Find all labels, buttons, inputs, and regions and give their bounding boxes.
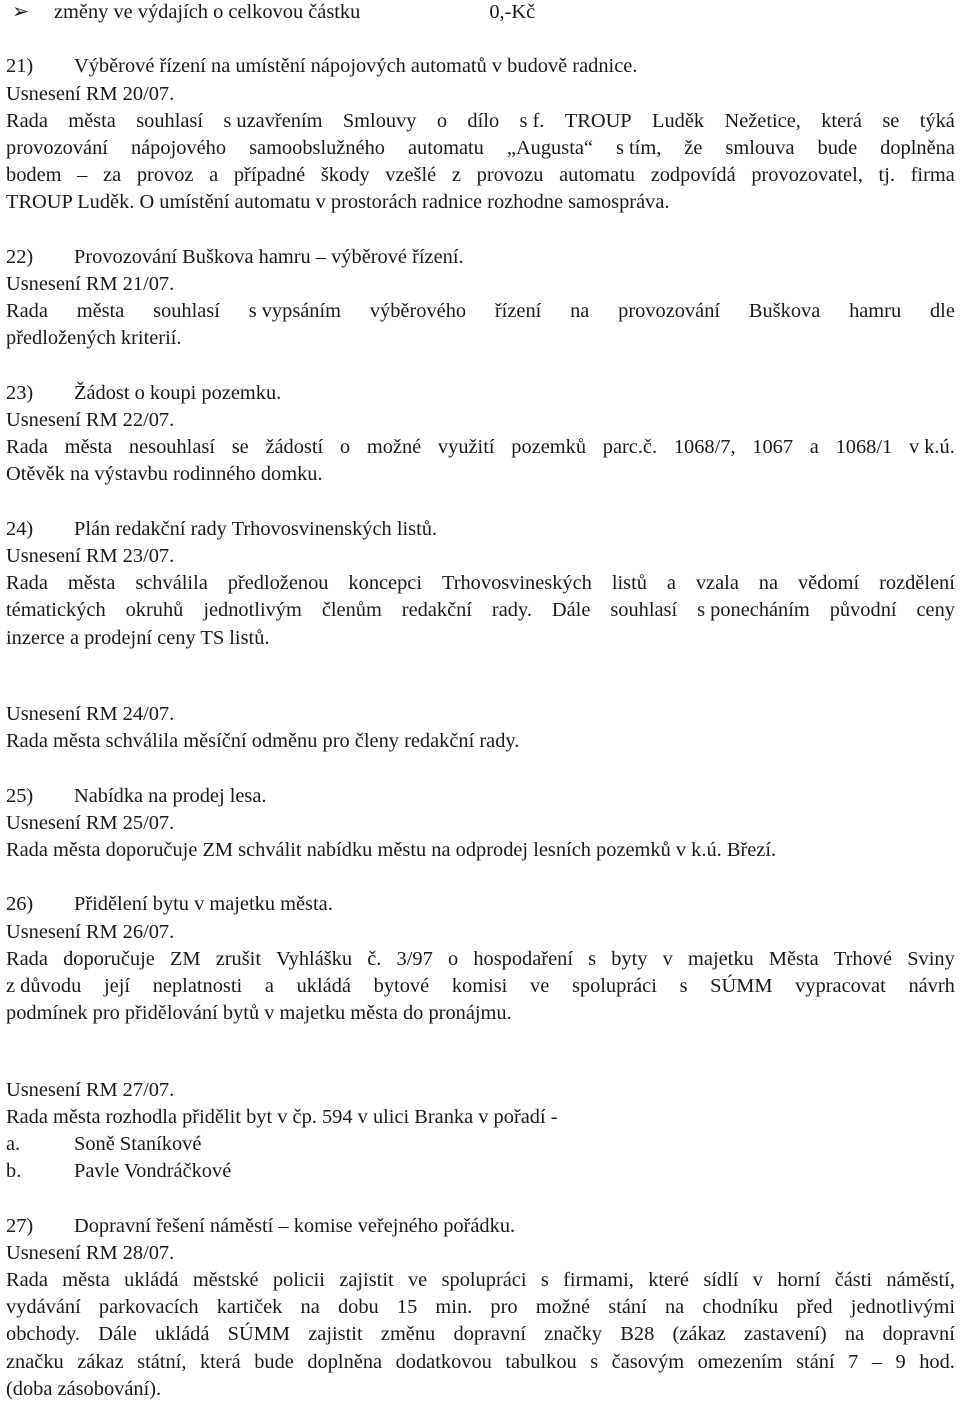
word: změnu bbox=[380, 1323, 436, 1346]
section-heading bbox=[6, 1213, 955, 1240]
word: která bbox=[199, 1350, 241, 1373]
word: v bbox=[752, 1269, 763, 1291]
resolution-list bbox=[6, 26, 955, 1403]
section-heading bbox=[6, 516, 955, 543]
resolution-number: Usnesení RM 23/07. bbox=[6, 545, 175, 567]
word: vzala bbox=[695, 572, 739, 595]
section-heading bbox=[6, 891, 955, 918]
word: provozování bbox=[618, 300, 721, 323]
word: dle bbox=[929, 300, 955, 323]
word: v k.ú. bbox=[908, 436, 955, 459]
word: doporučuje bbox=[63, 947, 155, 970]
word: hospodaření bbox=[473, 947, 573, 970]
text-line: Rada města doporučuje ZM schválit nabídku městu na odprodej lesních pozemků v k.ú. Březí. bbox=[6, 839, 777, 861]
word: ukládá bbox=[124, 1269, 179, 1291]
word: dodatkovou bbox=[395, 1350, 492, 1373]
word: výběrového bbox=[369, 300, 467, 323]
word: rady. bbox=[491, 599, 532, 622]
justified-line bbox=[6, 135, 955, 162]
word: původní bbox=[829, 599, 897, 622]
resolution-section bbox=[6, 489, 955, 652]
word: před bbox=[796, 1296, 833, 1319]
text-line: Otěvěk na výstavbu rodinného domku. bbox=[6, 463, 323, 486]
word: vědomí bbox=[797, 572, 860, 595]
word: souhlasí bbox=[153, 300, 220, 323]
word: členům bbox=[321, 599, 382, 622]
section-heading bbox=[6, 783, 955, 810]
word: s vypsáním bbox=[248, 300, 342, 323]
word: Nežetice, bbox=[724, 109, 801, 132]
word: značku bbox=[6, 1350, 64, 1373]
word: ceny bbox=[916, 599, 955, 622]
word: časovým bbox=[611, 1350, 685, 1373]
word: a bbox=[264, 975, 274, 997]
word: její bbox=[104, 975, 131, 997]
word: komisi bbox=[451, 975, 508, 997]
word: bude bbox=[254, 1350, 294, 1373]
word: SÚMM bbox=[710, 975, 773, 997]
word: škody bbox=[320, 164, 370, 187]
word: Rada bbox=[6, 300, 48, 323]
word: na bbox=[758, 572, 779, 595]
word: s f. bbox=[519, 109, 545, 132]
word: souhlasí bbox=[610, 599, 678, 622]
resolution-number: Usnesení RM 24/07. bbox=[6, 703, 175, 725]
justified-line bbox=[6, 162, 955, 189]
resolution-number: Usnesení RM 21/07. bbox=[6, 273, 175, 295]
resolution-number: Usnesení RM 20/07. bbox=[6, 82, 175, 105]
text-line: Rada města schválila měsíční odměnu pro členy redakční rady. bbox=[6, 730, 520, 753]
word: a bbox=[209, 164, 219, 187]
resolution-number: Usnesení RM 27/07. bbox=[6, 1078, 175, 1101]
word: provozovatel, bbox=[751, 164, 863, 187]
word: spolupráci bbox=[441, 1269, 527, 1291]
resolution-section bbox=[6, 652, 955, 756]
intro-amount: 0,-Kč bbox=[489, 1, 536, 23]
resolution-section bbox=[6, 26, 955, 216]
word: týká bbox=[919, 109, 955, 132]
word: nápojového bbox=[130, 137, 227, 159]
spacer bbox=[6, 755, 955, 782]
word: s ponecháním bbox=[697, 599, 810, 622]
word: majetku bbox=[688, 947, 754, 970]
word: horní bbox=[777, 1269, 821, 1291]
word: z důvodu bbox=[6, 975, 82, 997]
word: provoz bbox=[136, 164, 194, 187]
word: doplněna bbox=[307, 1350, 383, 1373]
section-number: 25) bbox=[6, 784, 34, 807]
text-line: (doba zásobování). bbox=[6, 1377, 162, 1400]
word: obchody. bbox=[6, 1323, 80, 1346]
word: 3/97 bbox=[396, 947, 433, 970]
section-heading bbox=[6, 380, 955, 407]
word: parc.č. bbox=[602, 436, 658, 459]
word: „Augusta“ bbox=[506, 137, 593, 159]
word: (zákaz bbox=[672, 1323, 726, 1346]
word: 1068/7, bbox=[673, 436, 736, 459]
spacer bbox=[6, 652, 955, 679]
list-marker: b. bbox=[6, 1160, 22, 1183]
justified-line bbox=[6, 1294, 955, 1321]
word: ukládá bbox=[155, 1323, 210, 1346]
word: města bbox=[62, 1269, 110, 1291]
resolution-section bbox=[6, 217, 955, 353]
word: městské bbox=[192, 1269, 259, 1291]
word: s bbox=[590, 1350, 599, 1373]
word: s bbox=[679, 975, 688, 997]
justified-line bbox=[6, 570, 955, 597]
word: 9 bbox=[895, 1350, 906, 1373]
word: ukládá bbox=[296, 975, 351, 997]
section-number: 24) bbox=[6, 517, 34, 540]
resolution-section bbox=[6, 1185, 955, 1403]
word: Dále bbox=[551, 599, 591, 622]
section-title: Provozování Buškova hamru – výběrové řízení. bbox=[74, 245, 464, 268]
section-heading bbox=[6, 244, 955, 271]
word: o bbox=[436, 109, 448, 132]
word: smlouva bbox=[725, 137, 795, 159]
word: – bbox=[77, 164, 88, 187]
word: z bbox=[451, 164, 461, 187]
word: která bbox=[821, 109, 862, 132]
list-text: Pavle Vondráčkové bbox=[74, 1160, 232, 1183]
word: náměstí, bbox=[886, 1269, 955, 1291]
justified-line bbox=[6, 1267, 955, 1294]
word: zastavení) bbox=[744, 1323, 827, 1346]
word: – bbox=[871, 1350, 883, 1373]
word: možné bbox=[535, 1296, 591, 1319]
word: samoobslužného bbox=[249, 137, 385, 159]
word: za bbox=[103, 164, 122, 187]
resolution-number: Usnesení RM 25/07. bbox=[6, 811, 175, 834]
text-line: předložených kriterií. bbox=[6, 327, 182, 350]
word: okruhů bbox=[125, 599, 184, 622]
word: s uzavřením bbox=[223, 109, 323, 132]
intro-line bbox=[6, 0, 955, 26]
word: na bbox=[570, 300, 590, 323]
word: Rada bbox=[6, 1269, 48, 1291]
word: a bbox=[666, 572, 676, 595]
word: se bbox=[882, 109, 900, 132]
word: pozemků bbox=[511, 436, 587, 459]
word: bytové bbox=[373, 975, 430, 997]
word: automatu bbox=[559, 164, 636, 187]
word: vypracovat bbox=[795, 975, 886, 997]
word: města bbox=[64, 436, 113, 459]
word: Sviny bbox=[907, 947, 955, 970]
word: na bbox=[300, 1296, 320, 1319]
word: využití bbox=[437, 436, 495, 459]
word: Trhovosvineských bbox=[441, 572, 592, 595]
word: omezením bbox=[697, 1350, 783, 1373]
word: Dále bbox=[98, 1323, 137, 1346]
word: předloženou bbox=[227, 572, 329, 595]
spacer bbox=[6, 489, 955, 516]
section-title: Výběrové řízení na umístění nápojových automatů v budově radnice. bbox=[74, 55, 638, 78]
word: na bbox=[664, 1296, 685, 1319]
word: neplatnosti bbox=[152, 975, 243, 997]
resolution-number: Usnesení RM 28/07. bbox=[6, 1241, 175, 1264]
word: schválila bbox=[135, 572, 208, 595]
word: min. bbox=[435, 1296, 473, 1319]
word: firma bbox=[910, 164, 955, 187]
word: tématických bbox=[6, 599, 106, 622]
word: TROUP bbox=[564, 109, 632, 132]
word: Rada bbox=[6, 436, 48, 459]
spacer bbox=[6, 864, 955, 891]
section-heading bbox=[6, 53, 955, 80]
section-title: Plán redakční rady Trhovosvinenských listů. bbox=[74, 517, 438, 540]
word: zákaz bbox=[77, 1350, 124, 1373]
spacer bbox=[6, 679, 955, 701]
section-number: 26) bbox=[6, 893, 34, 916]
text-line: podmínek pro přidělování bytů v majetku města do pronájmu. bbox=[6, 1002, 512, 1025]
word: které bbox=[648, 1269, 689, 1291]
word: s bbox=[540, 1269, 549, 1291]
intro-text: změny ve výdajích o celkovou částku bbox=[54, 1, 361, 23]
word: chodníku bbox=[702, 1296, 779, 1319]
word: 15 bbox=[396, 1296, 418, 1319]
list-item bbox=[6, 1131, 955, 1158]
word: dopravní bbox=[882, 1323, 955, 1346]
list-item bbox=[6, 1158, 955, 1185]
word: Rada bbox=[6, 572, 48, 595]
spacer bbox=[6, 353, 955, 380]
word: ve bbox=[407, 1269, 428, 1291]
word: značky bbox=[544, 1323, 603, 1346]
word: firmami, bbox=[563, 1269, 634, 1291]
word: o bbox=[339, 436, 351, 459]
section-number: 21) bbox=[6, 55, 34, 78]
spacer bbox=[6, 1185, 955, 1212]
word: vydávání bbox=[6, 1296, 81, 1319]
section-number: 27) bbox=[6, 1214, 34, 1237]
word: listů bbox=[611, 572, 647, 595]
word: Rada bbox=[6, 109, 48, 132]
word: vzešlé bbox=[385, 164, 437, 187]
word: policii bbox=[272, 1269, 325, 1291]
text-line: Rada města rozhodla přidělit byt v čp. 594 v ulici Branka v pořadí - bbox=[6, 1105, 558, 1128]
bullet-arrow-icon: ➢ bbox=[12, 1, 30, 23]
word: o bbox=[447, 947, 459, 970]
word: Rada bbox=[6, 947, 48, 970]
word: provozu bbox=[476, 164, 544, 187]
word: a bbox=[809, 436, 819, 459]
spacer bbox=[6, 217, 955, 244]
spacer bbox=[6, 1055, 955, 1077]
word: města bbox=[67, 572, 116, 595]
word: zodpovídá bbox=[650, 164, 736, 187]
word: parkovacích bbox=[98, 1296, 199, 1319]
word: souhlasí bbox=[136, 109, 204, 132]
section-number: 23) bbox=[6, 381, 34, 404]
word: možné bbox=[366, 436, 422, 459]
word: jednotlivými bbox=[850, 1296, 955, 1319]
resolution-section bbox=[6, 755, 955, 864]
word: 1067 bbox=[752, 436, 794, 459]
word: části bbox=[834, 1269, 873, 1291]
resolution-number: Usnesení RM 26/07. bbox=[6, 920, 175, 943]
text-line: TROUP Luděk. O umístění automatu v prostorách radnice rozhodne samospráva. bbox=[6, 191, 670, 214]
word: žádostí bbox=[265, 436, 324, 459]
resolution-number: Usnesení RM 22/07. bbox=[6, 409, 175, 431]
justified-line bbox=[6, 946, 955, 973]
section-title: Přidělení bytu v majetku města. bbox=[74, 893, 333, 916]
word: Města bbox=[768, 947, 819, 970]
resolution-section bbox=[6, 1027, 955, 1185]
word: města bbox=[68, 109, 116, 132]
word: pro bbox=[490, 1296, 518, 1319]
word: doplněna bbox=[880, 137, 955, 159]
word: že bbox=[684, 137, 703, 159]
justified-line bbox=[6, 973, 955, 1000]
word: v bbox=[662, 947, 673, 970]
word: B28 bbox=[620, 1323, 655, 1346]
word: automatu bbox=[408, 137, 484, 159]
list-marker: a. bbox=[6, 1133, 21, 1155]
word: se bbox=[231, 436, 249, 459]
word: na bbox=[844, 1323, 865, 1346]
word: dopravní bbox=[453, 1323, 526, 1346]
word: s bbox=[588, 947, 597, 970]
justified-line bbox=[6, 108, 955, 135]
section-title: Dopravní řešení náměstí – komise veřejného pořádku. bbox=[74, 1214, 516, 1237]
word: Smlouvy bbox=[342, 109, 417, 132]
word: stání bbox=[796, 1350, 835, 1373]
word: státní, bbox=[137, 1350, 187, 1373]
text-line: inzerce a prodejní ceny TS listů. bbox=[6, 626, 270, 649]
list-text: Soně Staníkové bbox=[74, 1133, 202, 1155]
word: jednotlivým bbox=[203, 599, 302, 622]
word: bodem bbox=[6, 164, 62, 187]
word: zrušit bbox=[215, 947, 262, 970]
word: hod. bbox=[919, 1350, 955, 1373]
word: Vyhlášku bbox=[276, 947, 353, 970]
word: bude bbox=[817, 137, 858, 159]
word: SÚMM bbox=[227, 1323, 290, 1346]
word: provozování bbox=[6, 137, 108, 159]
section-title: Nabídka na prodej lesa. bbox=[74, 784, 267, 807]
word: města bbox=[76, 300, 125, 323]
word: rozdělení bbox=[879, 572, 955, 595]
justified-line bbox=[6, 434, 955, 461]
resolution-section bbox=[6, 864, 955, 1027]
word: hamru bbox=[849, 300, 902, 323]
word: Buškova bbox=[748, 300, 821, 323]
section-number: 22) bbox=[6, 245, 34, 268]
spacer bbox=[6, 26, 955, 53]
word: 1068/1 bbox=[835, 436, 893, 459]
word: případné bbox=[233, 164, 306, 187]
word: řízení bbox=[494, 300, 542, 323]
justified-line bbox=[6, 597, 955, 624]
resolution-section bbox=[6, 353, 955, 489]
word: zajistit bbox=[339, 1269, 394, 1291]
word: ve bbox=[530, 975, 550, 997]
justified-line bbox=[6, 1349, 955, 1376]
justified-line bbox=[6, 298, 955, 325]
word: sídlí bbox=[703, 1269, 739, 1291]
word: stání bbox=[608, 1296, 647, 1319]
word: Luděk bbox=[652, 109, 705, 132]
word: redakční bbox=[401, 599, 472, 622]
word: byty bbox=[611, 947, 648, 970]
section-title: Žádost o koupi pozemku. bbox=[74, 381, 282, 404]
spacer bbox=[6, 1027, 955, 1054]
word: tabulkou bbox=[505, 1350, 577, 1373]
word: koncepci bbox=[348, 572, 423, 595]
word: s tím, bbox=[615, 137, 662, 159]
word: dobu bbox=[337, 1296, 379, 1319]
word: dílo bbox=[467, 109, 500, 132]
word: tj. bbox=[878, 164, 895, 187]
word: zajistit bbox=[308, 1323, 363, 1346]
word: 7 bbox=[848, 1350, 859, 1373]
word: ZM bbox=[169, 947, 201, 970]
word: návrh bbox=[908, 975, 955, 997]
justified-line bbox=[6, 1321, 955, 1348]
word: Trhové bbox=[833, 947, 893, 970]
word: č. bbox=[367, 947, 382, 970]
word: spolupráci bbox=[571, 975, 657, 997]
word: nesouhlasí bbox=[128, 436, 215, 459]
word: kartiček bbox=[216, 1296, 283, 1319]
